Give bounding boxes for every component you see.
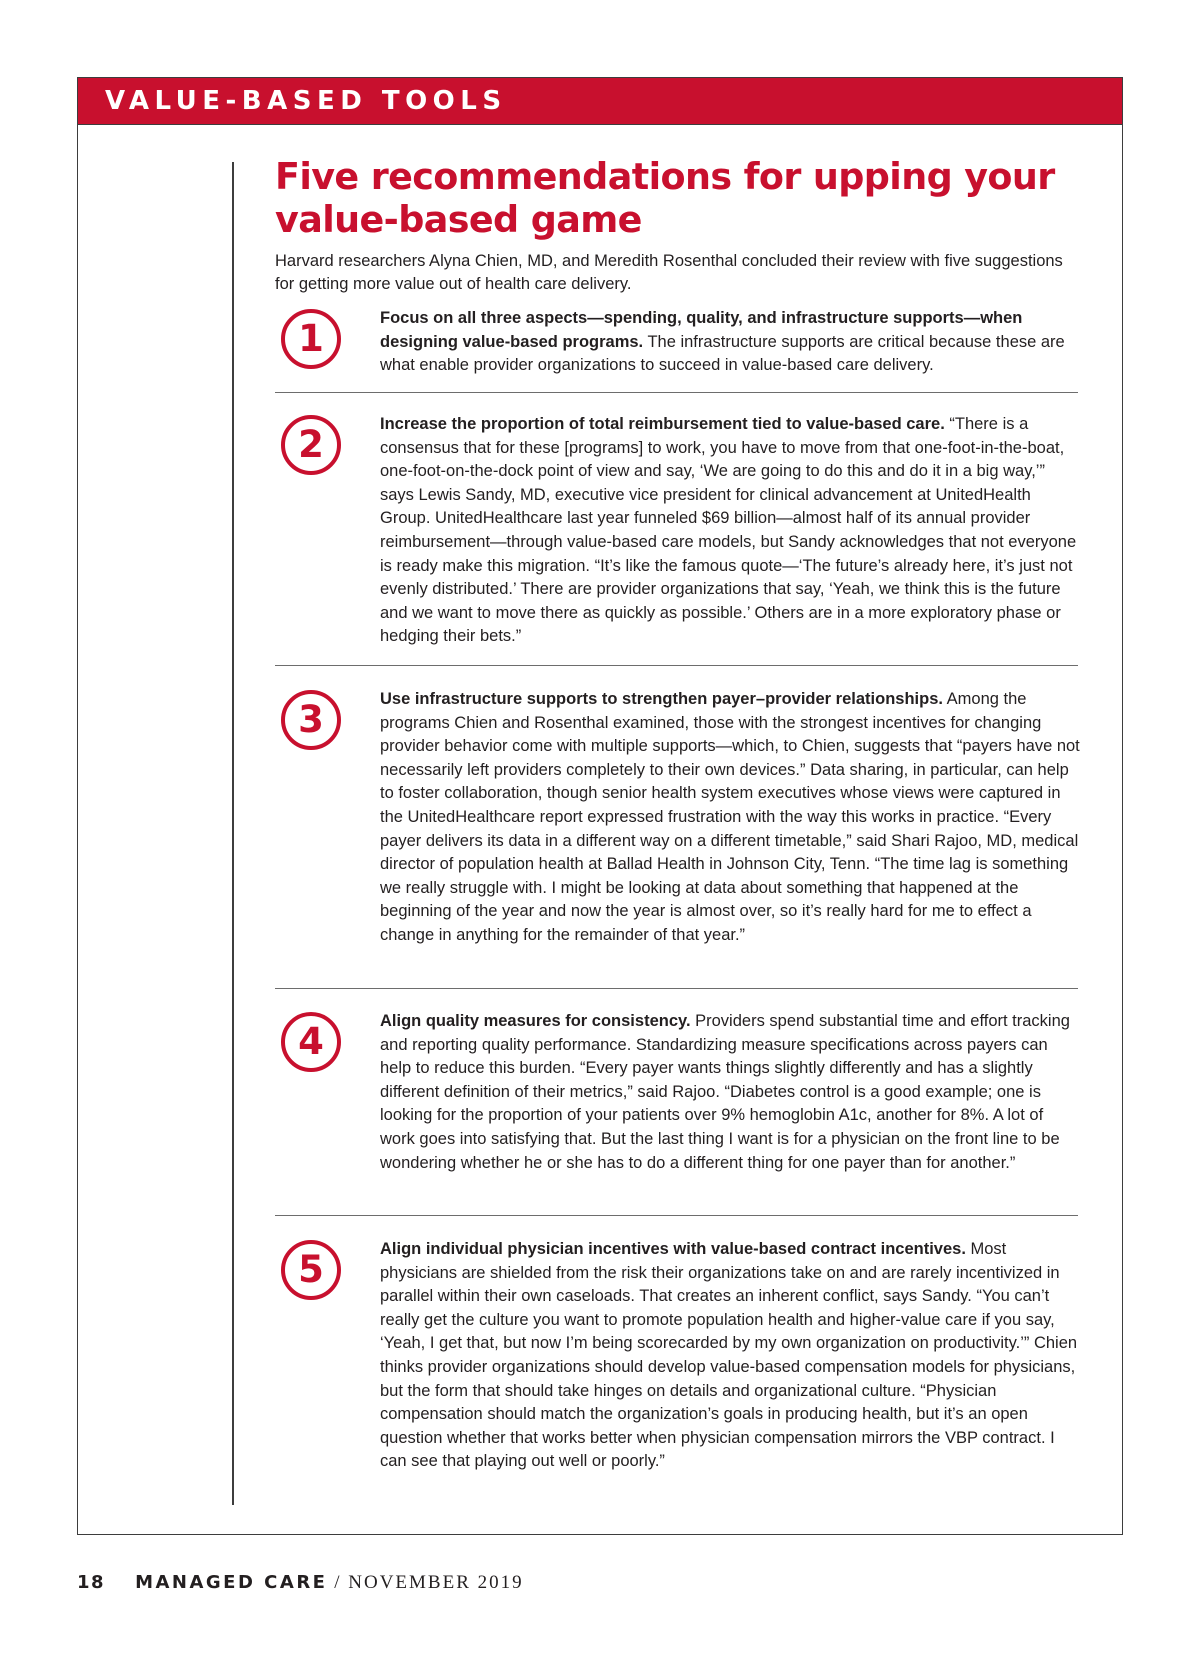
separator [275, 1215, 1078, 1216]
number-5-circle-icon: 5 [281, 1240, 341, 1300]
vertical-rule [232, 162, 234, 1505]
number-4-circle-icon: 4 [281, 1012, 341, 1072]
section-banner [78, 78, 1122, 125]
headline: Five recommendations for upping your value-based game [275, 155, 1055, 241]
recommendation-body: The infrastructure supports are critical because these are what enable provider organizations to succeed in value-based care delivery. [380, 332, 1065, 375]
page-number: 18 [77, 1572, 106, 1593]
footer-separator: / [327, 1572, 349, 1593]
recommendation-text [380, 1238, 1080, 1474]
recommendation-4 [275, 1010, 1080, 1175]
recommendation-body: Providers spend substantial time and effort tracking and reporting quality performance. Standardizing measure specifications across payers can help to reduce this burden. “Every payer wants things slightly differently and has a slightly different definition of their metrics,” said Rajoo. “Diabetes control is a good example; one is looking for the proportion of your patients over 9% hemoglobin A1c, another for 8%. A lot of work goes into satisfying that. But the last thing I want is for a physician on the front line to be wondering whether he or she has to do a different thing for one payer than for another.” [380, 1012, 1070, 1172]
number-3-circle-icon: 3 [281, 690, 341, 750]
publication-name: MANAGED CARE [135, 1572, 328, 1593]
recommendation-body: Among the programs Chien and Rosenthal examined, those with the strongest incentives for changing provider behavior come with multiple supports—which, to Chien, suggests that “payers have not necessarily left providers completely to their own devices.” Data sharing, in particular, can help to foster collaboration, though senior health system executives whose views were captured in the UnitedHealthcare report expressed frustration with the way this works in practice. “Every payer delivers its data in a different way on a different timetable,” said Shari Rajoo, MD, medical director of population health at Ballad Health in Johnson City, Tenn. “The time lag is something we really struggle with. I might be looking at data about something that happened at the beginning of the year and now the year is almost over, so it’s really hard for me to effect a change in anything for the remainder of that year.” [380, 690, 1080, 944]
intro-paragraph: Harvard researchers Alyna Chien, MD, and Meredith Rosenthal concluded their review with five suggestions for getting more value out of health care delivery. [275, 252, 1063, 293]
number-1-circle-icon: 1 [281, 309, 341, 369]
recommendation-body: “There is a consensus that for these [programs] to work, you have to move from that one-foot-in-the-boat, one-foot-on-the-dock point of view and say, ‘We are going to do this and do it in a big way,’” says Lewis Sandy, MD, executive vice president for clinical advancement at UnitedHealth Group. UnitedHealthcare last year funneled $69 billion—almost half of its annual provider reimbursement—through value-based care models, but Sandy acknowledges that not everyone is ready make this migration. “It’s like the famous quote—‘The future’s already here, it’s just not evenly distributed.’ There are provider organizations that say, ‘Yeah, we think this is the future and we want to move there as quickly as possible.’ Others are in a more exploratory phase or hedging their bets.” [380, 415, 1077, 646]
recommendation-text [380, 413, 1080, 649]
separator [275, 665, 1078, 666]
page-footer [77, 1570, 524, 1595]
recommendation-lead: Align quality measures for consistency. [380, 1012, 691, 1030]
recommendation-lead: Use infrastructure supports to strengthen payer–provider relationships. [380, 690, 943, 708]
separator [275, 988, 1078, 989]
recommendation-lead: Align individual physician incentives with value-based contract incentives. [380, 1240, 966, 1258]
recommendation-text [380, 307, 1080, 378]
recommendation-2 [275, 413, 1080, 649]
recommendation-3 [275, 688, 1080, 948]
recommendation-lead: Focus on all three aspects—spending, quality, and infrastructure supports—when designing value-based programs. [380, 309, 1023, 351]
number-2-circle-icon: 2 [281, 415, 341, 475]
separator [275, 392, 1078, 393]
issue-date: NOVEMBER 2019 [348, 1572, 524, 1593]
recommendation-text [380, 1010, 1080, 1175]
recommendation-lead: Increase the proportion of total reimbursement tied to value-based care. [380, 415, 945, 433]
section-title: VALUE-BASED TOOLS [105, 86, 507, 116]
recommendation-5 [275, 1238, 1080, 1474]
recommendation-body: Most physicians are shielded from the risk their organizations take on and are rarely incentivized in parallel within their own caseloads. That creates an inherent conflict, says Sandy. “You can’t really get the culture you want to promote population health and higher-value care if you say, ‘Yeah, I get that, but now I’m being scorecarded by my own organization on productivity.’” Chien thinks provider organizations should develop value-based compensation models for physicians, but the form that should take hinges on details and organizational culture. “Physician compensation should match the organization’s goals in producing health, but it’s an open question whether that works better when physician compensation mirrors the VBP contract. I can see that playing out well or poorly.” [380, 1240, 1078, 1471]
recommendation-1 [275, 307, 1080, 378]
recommendation-text [380, 688, 1080, 948]
